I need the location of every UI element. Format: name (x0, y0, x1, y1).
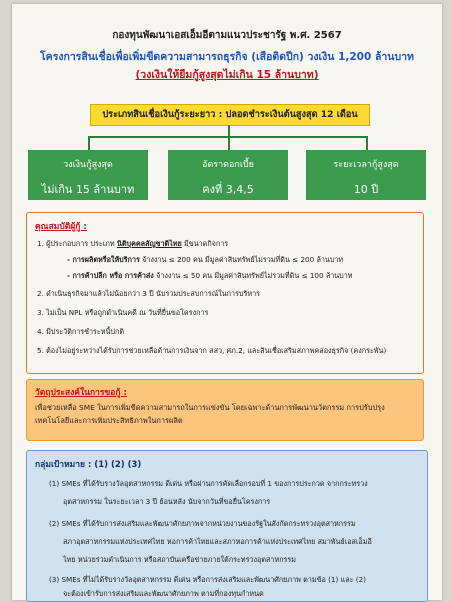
sub1-text: จ้างงาน ≤ 200 คน มีมูลค่าสินทรัพย์ไม่รวมที่ดิน ≤ 200 ล้านบาท (142, 255, 344, 264)
fund-title: กองทุนพัฒนาเอสเอ็มอีตามแนวประชารัฐ พ.ศ. 2567 (112, 30, 342, 41)
objective-section (26, 379, 424, 441)
max-loan-label: วงเงินกู้สูงสุด (63, 160, 113, 170)
target-3-line-2: จะต้องเข้ารับการส่งเสริมและพัฒนาศักยภาพ ตามที่กองทุนกำหนด (63, 589, 264, 598)
objective-title: วัตถุประสงค์ในการขอกู้ : (35, 388, 127, 398)
project-title: โครงการสินเชื่อเพื่อเพิ่มขีดความสามารถธุรกิจ (เสือติดปีก) วงเงิน 1,200 ล้านบาท (40, 51, 414, 63)
loan-term-value: 10 ปี (353, 183, 379, 196)
target-2-line-3: ไทย หน่วยร่วมดำเนินการ หรือสถาบันเครือข่ายภายใต้กระทรวงอุตสาหกรรม (63, 555, 297, 564)
qualification-item-4: 4. มีประวัติการชำระหนี้ปกติ (37, 327, 124, 336)
sub2-label: - การค้าปลีก หรือ การค้าส่ง (67, 271, 154, 280)
qualification-sub-1 (67, 255, 343, 265)
target-3-line-1: (3) SMEs ที่ไม่ได้รับรางวัลอุตสาหกรรม ดีเด่น หรือการส่งเสริมและพัฒนาศักยภาพ ตามข้อ (1) และ (2) (49, 575, 366, 584)
max-loan-box (28, 150, 148, 200)
qualification-item-1 (37, 239, 228, 249)
qualification-item-2: 2. ดำเนินธุรกิจมาแล้วไม่น้อยกว่า 3 ปี นับรวมประสบการณ์ในการบริหาร (37, 289, 260, 298)
loan-term-box (306, 150, 426, 200)
connector-line (366, 136, 368, 150)
connector-line (88, 136, 90, 150)
sub1-label: - การผลิตหรือให้บริการ (67, 255, 140, 264)
interest-rate-value: คงที่ 3,4,5 (202, 183, 254, 196)
target-group-title: กลุ่มเป้าหมาย : (1) (2) (3) (35, 460, 142, 470)
objective-body (35, 401, 420, 427)
interest-rate-label: อัตราดอกเบี้ย (202, 160, 254, 170)
qualification-item-5: 5. ต้องไม่อยู่ระหว่างได้รับการช่วยเหลือด้านการเงินจาก สสว, ศภ.2, และสินเชื่อเสริมสภาพคล่องธุรกิจ (คงกระพัน) (37, 346, 387, 355)
loan-type-banner: ประเภทสินเชื่อเงินกู้ระยะยาว : ปลอดชำระเงินต้นสูงสุด 12 เดือน (90, 104, 370, 126)
target-1-line-2: อุตสาหกรรม ในระยะเวลา 3 ปี ย้อนหลัง นับจากวันที่ขอยื่นโครงการ (63, 497, 271, 506)
target-group-section (26, 450, 428, 602)
document-page (12, 4, 442, 600)
item1-suffix: มีขนาดกิจการ (184, 239, 229, 248)
loan-limit-note: (วงเงินให้ยืมกู้สูงสุดไม่เกิน 15 ล้านบาท) (135, 69, 319, 81)
target-2-line-1: (2) SMEs ที่ได้รับการส่งเสริมและพัฒนาศักยภาพจากหน่วยงานของรัฐในสังกัดกระทรวงอุตสาหกรรม (49, 519, 356, 528)
loan-term-label: ระยะเวลากู้สูงสุด (333, 160, 399, 170)
max-loan-value: ไม่เกิน 15 ล้านบาท (41, 183, 135, 196)
target-1-line-1: (1) SMEs ที่ได้รับรางวัลอุตสาหกรรม ดีเด่น หรือผ่านการคัดเลือกรอบที่ 1 ของการประกวด จากกระทรวง (49, 479, 368, 488)
objective-line-2: เทคโนโลยีและการเพิ่มประสิทธิภาพในการผลิต (35, 416, 183, 425)
connector-line (228, 136, 230, 150)
item1-prefix: 1. ผู้ประกอบการ ประเภท (37, 239, 115, 248)
interest-rate-box (168, 150, 288, 200)
qualifications-title: คุณสมบัติผู้กู้ : (35, 222, 87, 232)
qualification-item-3: 3. ไม่เป็น NPL หรือถูกดำเนินคดี ณ วันที่ยื่นขอโครงการ (37, 308, 209, 317)
target-2-line-2: สภาอุตสาหกรรมแห่งประเทศไทย หอการค้าไทยและสภาหอการค้าแห่งประเทศไทย สมาพันธ์เอสเอ็มอี (63, 537, 372, 546)
qualifications-section (26, 212, 424, 374)
objective-line-1: เพื่อช่วยเหลือ SME ในการเพิ่มขีดความสามารถในการแข่งขัน โดยเฉพาะด้านการพัฒนานวัตกรรม การปรับปรุง (35, 403, 385, 412)
item1-highlight: นิติบุคคลสัญชาติไทย (116, 239, 182, 248)
qualification-sub-2 (67, 271, 353, 281)
sub2-text: จ้างงาน ≤ 50 คน มีมูลค่าสินทรัพย์ไม่รวมที่ดิน ≤ 100 ล้านบาท (156, 271, 353, 280)
